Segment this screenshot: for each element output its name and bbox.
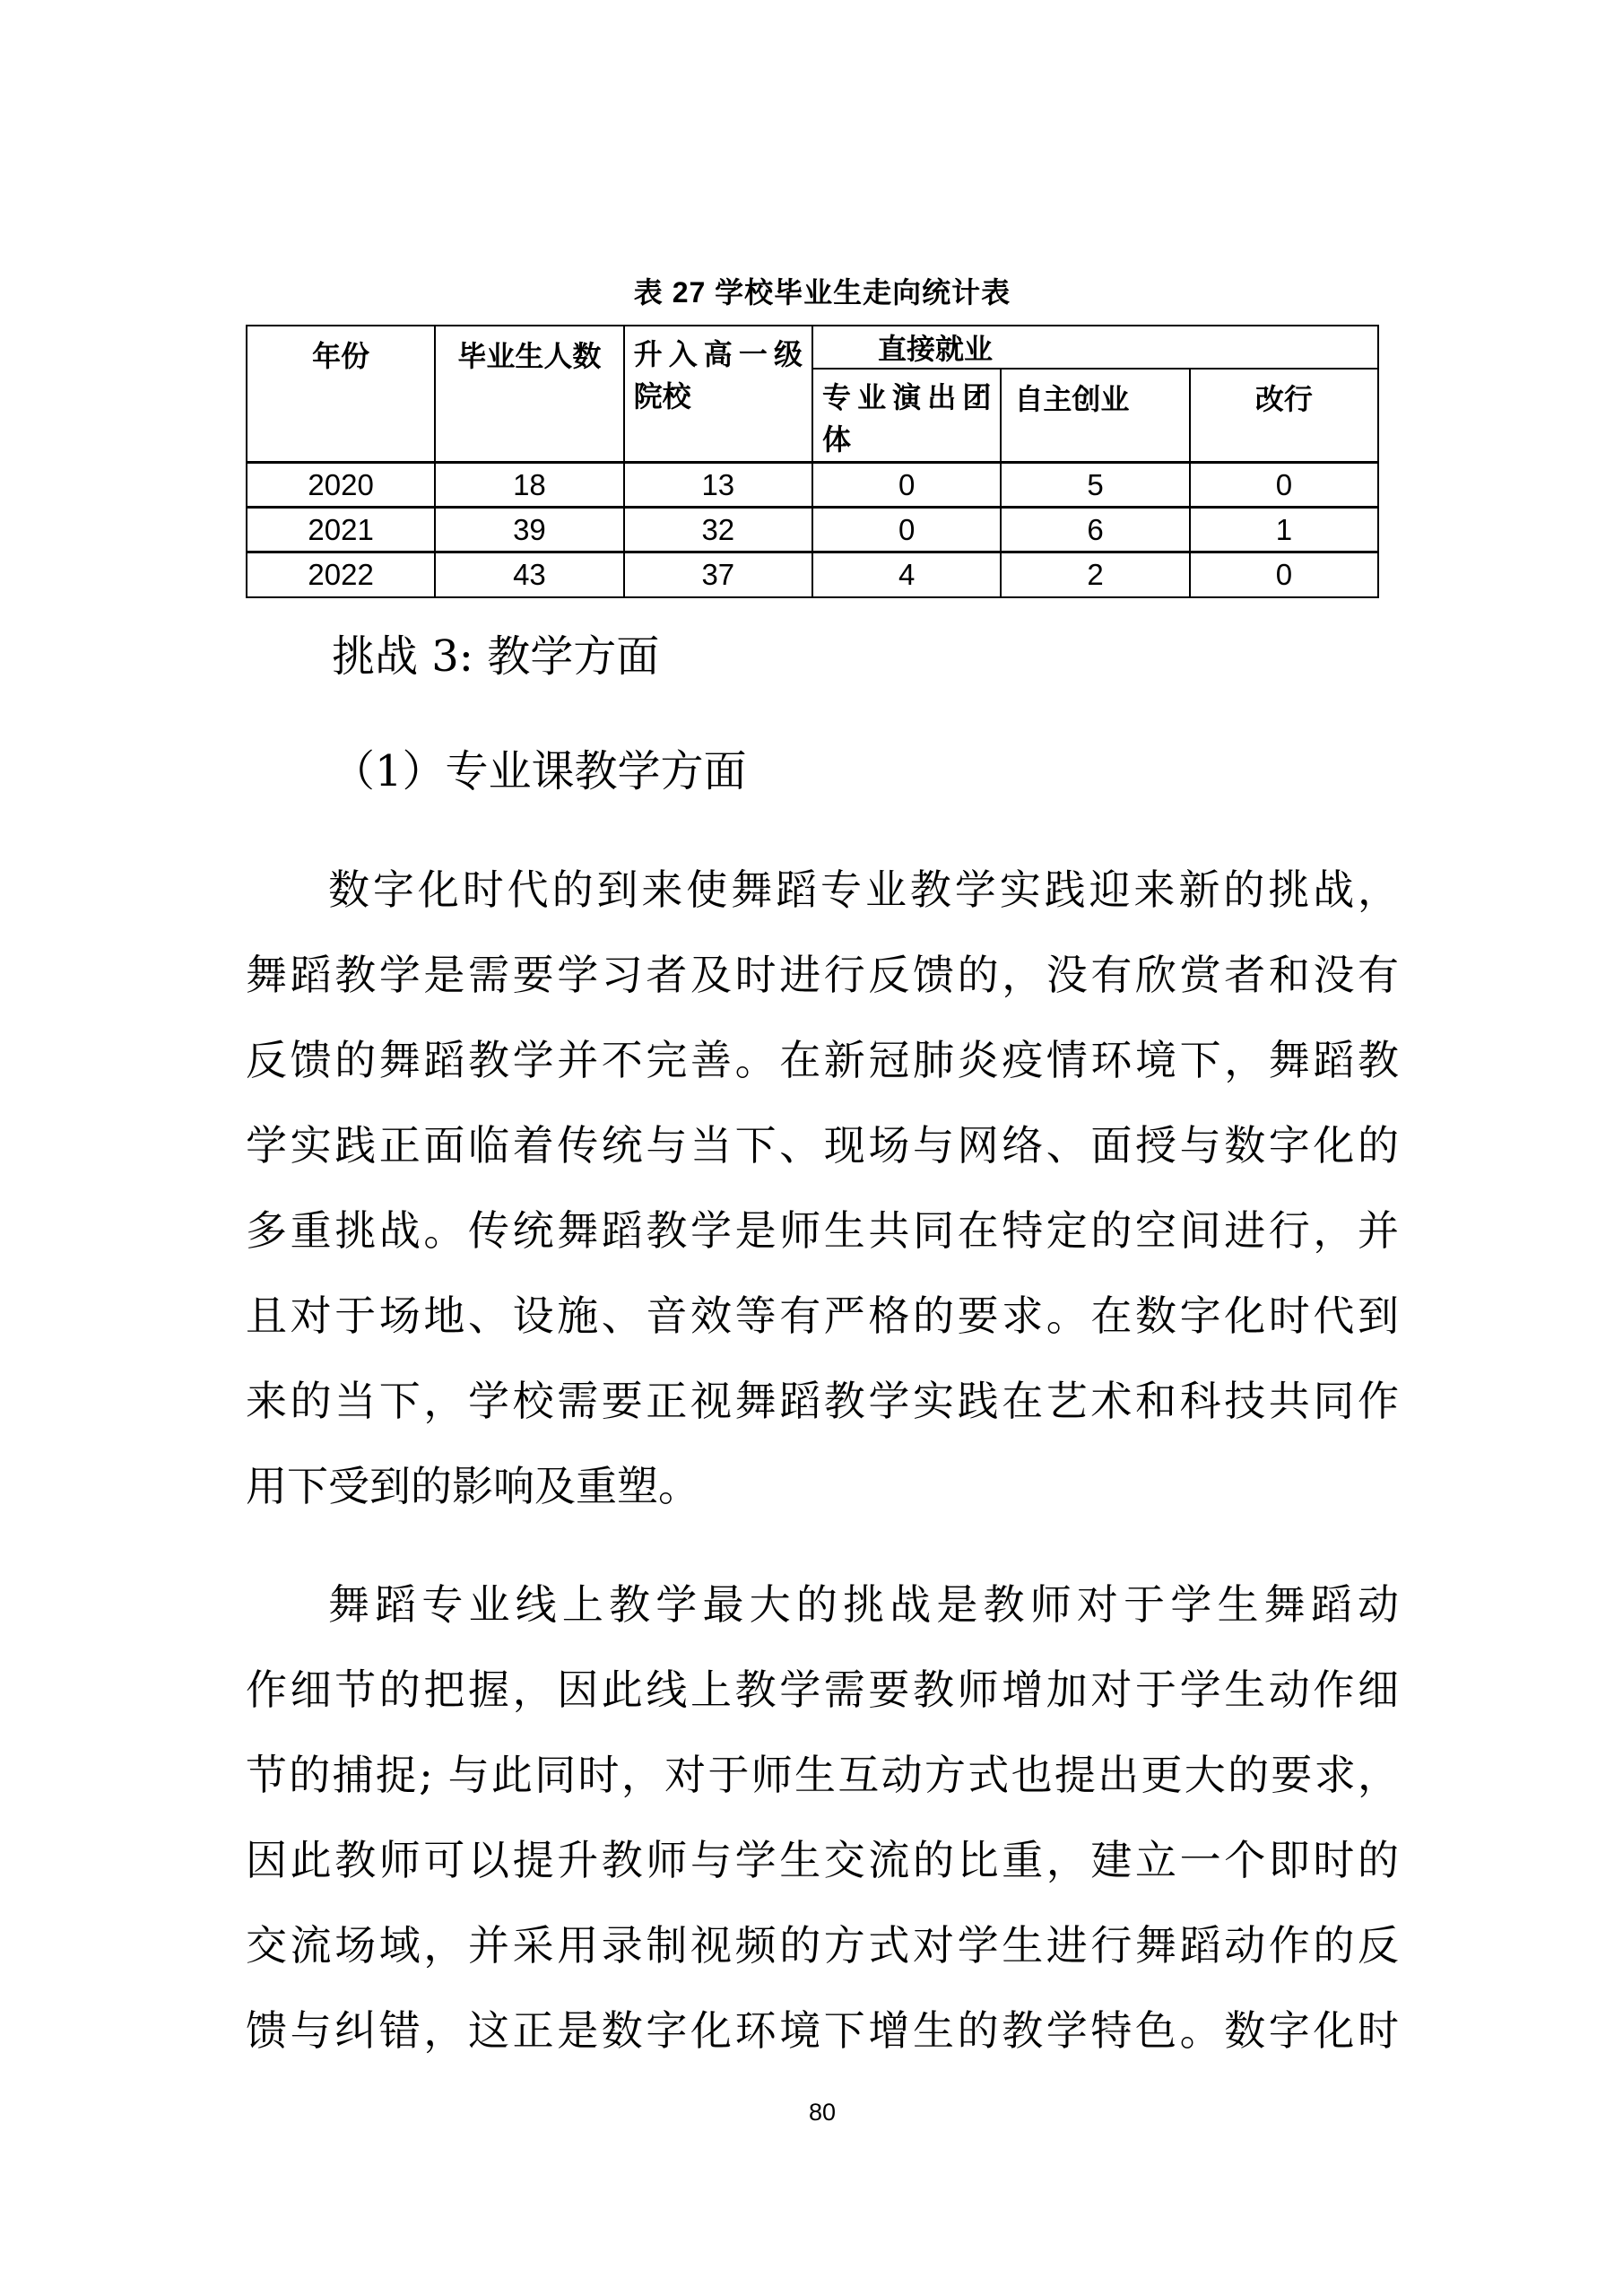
cell-change: 0 <box>1190 463 1378 508</box>
col-header-year: 年份 <box>247 326 435 463</box>
paragraph-1 <box>246 848 1399 1529</box>
table-header-row-1 <box>247 326 1378 369</box>
cell-graduates: 18 <box>435 463 623 508</box>
body-line: 反馈的舞蹈教学并不完善。在新冠肺炎疫情环境下，舞蹈教 <box>246 1036 1399 1084</box>
cell-startup: 6 <box>1001 508 1189 552</box>
cell-higher: 13 <box>624 463 812 508</box>
table-row <box>247 463 1378 508</box>
body-line: 作细节的把握，因此线上教学需要教师增加对于学生动作细 <box>246 1665 1399 1714</box>
cell-troupe: 0 <box>812 463 1001 508</box>
body-line: 学实践正面临着传统与当下、现场与网络、面授与数字化的 <box>246 1121 1399 1170</box>
col-header-direct-employment: 直接就业 <box>812 326 1378 369</box>
graduates-table <box>246 325 1379 598</box>
cell-change: 1 <box>1190 508 1378 552</box>
body-line: 用下受到的影响及重塑。 <box>246 1462 699 1510</box>
cell-startup: 2 <box>1001 552 1189 597</box>
cell-graduates: 43 <box>435 552 623 597</box>
cell-change: 0 <box>1190 552 1378 597</box>
body-line: 舞蹈教学是需要学习者及时进行反馈的，没有欣赏者和没有 <box>246 951 1399 999</box>
body-line: 交流场域，并采用录制视频的方式对学生进行舞蹈动作的反 <box>246 1921 1399 1970</box>
body-line: 馈与纠错，这正是数字化环境下增生的教学特色。数字化时 <box>246 2006 1399 2055</box>
table-row <box>247 552 1378 597</box>
body-line: 舞蹈专业线上教学最大的挑战是教师对于学生舞蹈动 <box>328 1580 1399 1629</box>
cell-year: 2021 <box>247 508 435 552</box>
page-number: 80 <box>808 2099 837 2126</box>
cell-higher: 32 <box>624 508 812 552</box>
heading-subsection: （1）专业课教学方面 <box>332 746 747 796</box>
paragraph-2 <box>246 1562 1399 2074</box>
cell-year: 2020 <box>247 463 435 508</box>
table-row <box>247 508 1378 552</box>
cell-startup: 5 <box>1001 463 1189 508</box>
col-header-career-change: 改行 <box>1190 369 1378 463</box>
body-line: 多重挑战。传统舞蹈教学是师生共同在特定的空间进行，并 <box>246 1206 1399 1255</box>
cell-troupe: 4 <box>812 552 1001 597</box>
col-header-performance-group: 专业演出团体 <box>812 369 1001 463</box>
body-line: 数字化时代的到来使舞蹈专业教学实践迎来新的挑战， <box>328 865 1399 914</box>
body-line: 节的捕捉; 与此同时，对于师生互动方式也提出更大的要求， <box>246 1751 1399 1799</box>
col-header-higher-school: 升入高一级院校 <box>624 326 812 463</box>
body-line: 且对于场地、设施、音效等有严格的要求。在数字化时代到 <box>246 1292 1399 1340</box>
cell-higher: 37 <box>624 552 812 597</box>
col-header-self-employment: 自主创业 <box>1001 369 1189 463</box>
body-line: 因此教师可以提升教师与学生交流的比重，建立一个即时的 <box>246 1836 1399 1884</box>
col-header-graduates: 毕业生人数 <box>435 326 623 463</box>
table-caption: 表 27 学校毕业生走向统计表 <box>633 276 1011 309</box>
cell-year: 2022 <box>247 552 435 597</box>
body-line: 来的当下，学校需要正视舞蹈教学实践在艺术和科技共同作 <box>246 1377 1399 1425</box>
heading-challenge: 挑战 3: 教学方面 <box>332 631 660 682</box>
cell-graduates: 39 <box>435 508 623 552</box>
cell-troupe: 0 <box>812 508 1001 552</box>
